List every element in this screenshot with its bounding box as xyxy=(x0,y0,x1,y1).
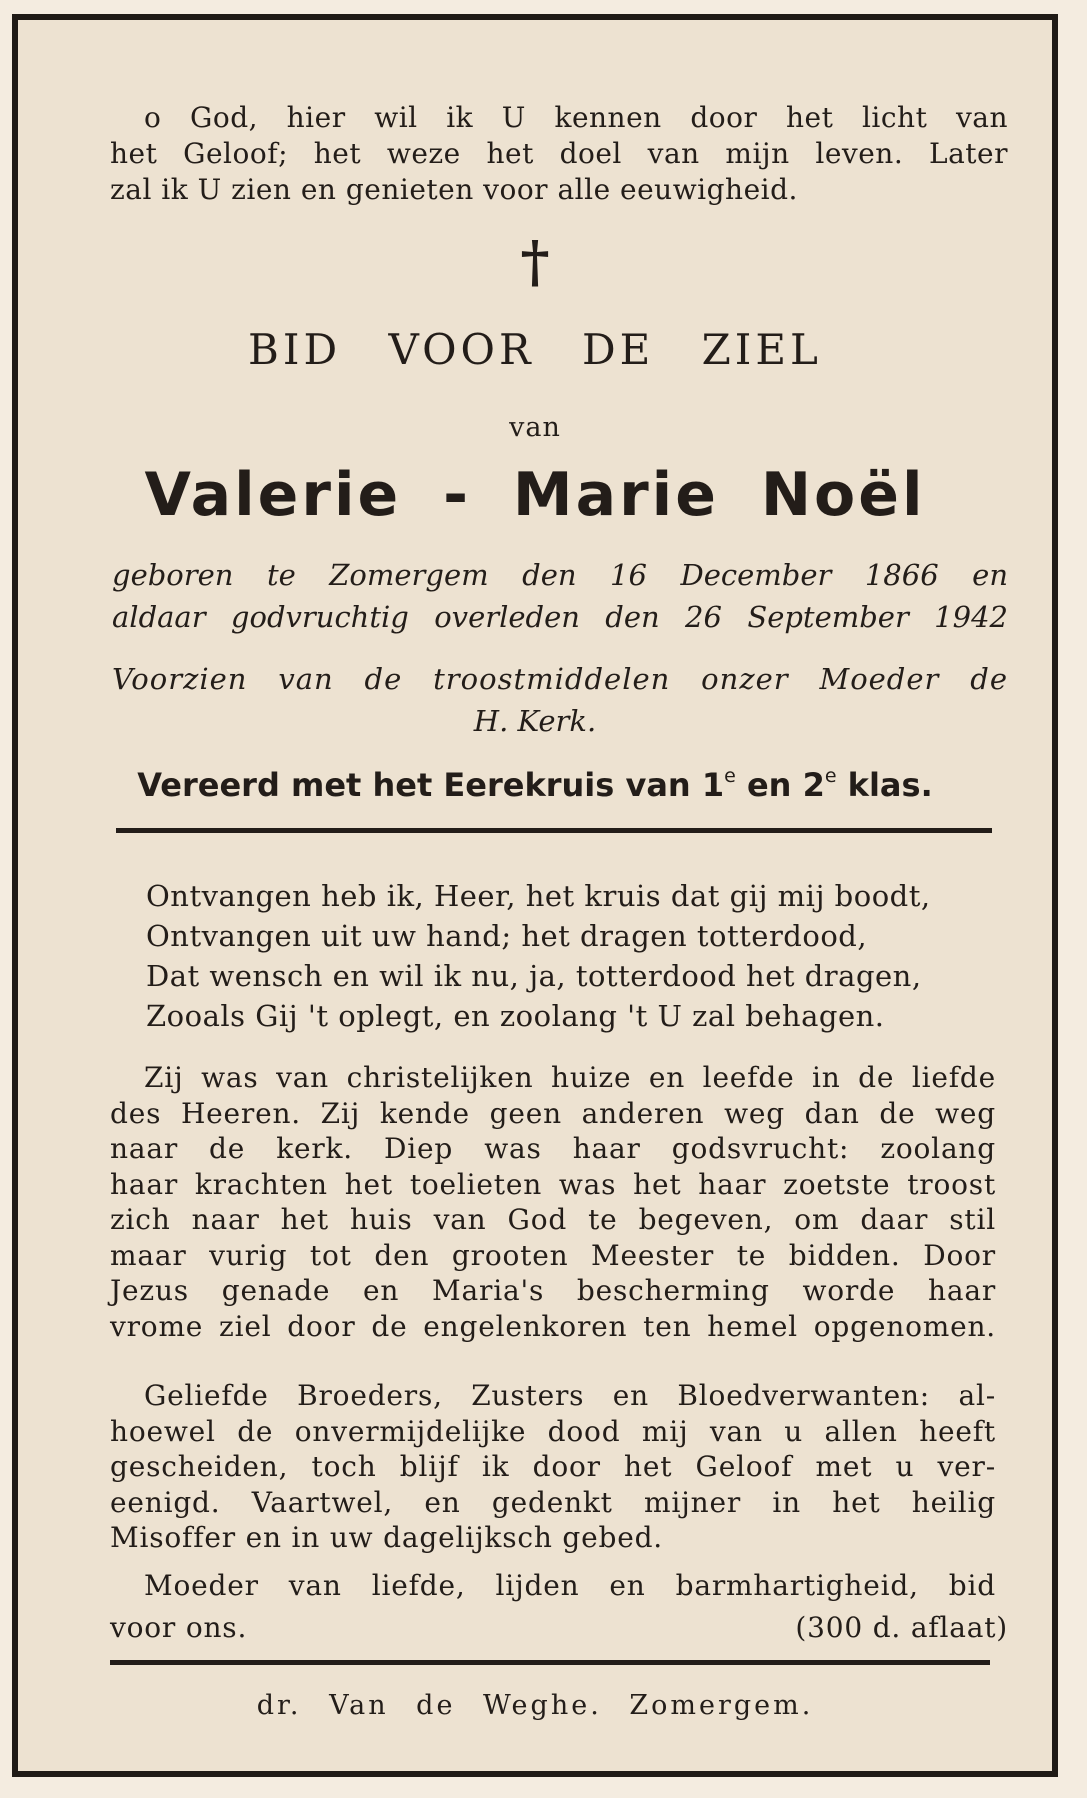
birth-line: geboren te Zomergem den 16 December 1866 en xyxy=(112,558,1008,592)
paragraph-line: des Heeren. Zij kende geen anderen weg dan de weg xyxy=(110,1096,996,1130)
indulgence-note: (300 d. aflaat) xyxy=(795,1611,1008,1644)
paragraph-line: maar vurig tot den grooten Meester te bidden. Door xyxy=(110,1238,996,1272)
paragraph-line: eenigd. Vaartwel, en gedenkt mijner in het heilig xyxy=(110,1485,996,1519)
van-label: van xyxy=(509,412,561,443)
paragraph-line: zich naar het huis van God te begeven, om daar stil xyxy=(110,1203,996,1236)
paragraph-line: haar krachten het toelieten was het haar zoetste troost xyxy=(110,1167,996,1201)
sacraments-line: H. Kerk. xyxy=(473,704,597,738)
paragraph-line: hoewel de onvermijdelijke dood mij van u allen heeft xyxy=(110,1414,996,1448)
verse-line: Ontvangen uit uw hand; het dragen totterdood, xyxy=(146,919,868,953)
cross-icon: † xyxy=(520,229,550,295)
printer-credit: dr. Van de Weghe. Zomergem. xyxy=(256,1690,814,1721)
opening-line: zal ik U zien en genieten voor alle eeuwigheid. xyxy=(110,173,798,206)
paragraph-line: Zij was van christelijken huize en leefde in de liefde xyxy=(144,1061,996,1094)
paragraph-line: naar de kerk. Diep was haar godsvrucht: zoolang xyxy=(110,1132,996,1165)
paragraph-line: Misoffer en in uw dagelijksch gebed. xyxy=(110,1521,663,1554)
memorial-card xyxy=(12,14,1058,1777)
verse-line: Ontvangen heb ik, Heer, het kruis dat gij mij boodt, xyxy=(146,879,931,913)
prayer-line: Moeder van liefde, lijden en barmhartigheid, bid xyxy=(144,1569,996,1602)
opening-line: o God, hier wil ik U kennen door het licht van xyxy=(144,101,1008,134)
deceased-name: Valerie - Marie Noël xyxy=(144,460,926,530)
paragraph-line: Jezus genade en Maria's bescherming worde haar xyxy=(110,1274,996,1307)
paragraph-line: gescheiden, toch blijf ik door het Geloof met u ver- xyxy=(110,1450,996,1483)
divider xyxy=(116,828,992,833)
honour-line: Vereerd met het Eerekruis van 1e en 2e klas. xyxy=(137,765,933,804)
opening-line: het Geloof; het weze het doel van mijn leven. Later xyxy=(110,137,1008,170)
verse-line: Dat wensch en wil ik nu, ja, totterdood het dragen, xyxy=(146,959,922,993)
paragraph-line: vrome ziel door de engelenkoren ten hemel opgenomen. xyxy=(110,1309,996,1343)
verse-line: Zooals Gij 't oplegt, en zoolang 't U zal behagen. xyxy=(146,999,885,1033)
divider xyxy=(110,1660,990,1665)
death-line: aldaar godvruchtig overleden den 26 September 1942 xyxy=(112,600,1008,634)
prayer-line: voor ons. xyxy=(110,1611,248,1644)
paragraph-line: Geliefde Broeders, Zusters en Bloedverwanten: al- xyxy=(144,1379,996,1412)
page-title: BID VOOR DE ZIEL xyxy=(248,325,822,374)
sacraments-line: Voorzien van de troostmiddelen onzer Moeder de xyxy=(112,662,1008,696)
